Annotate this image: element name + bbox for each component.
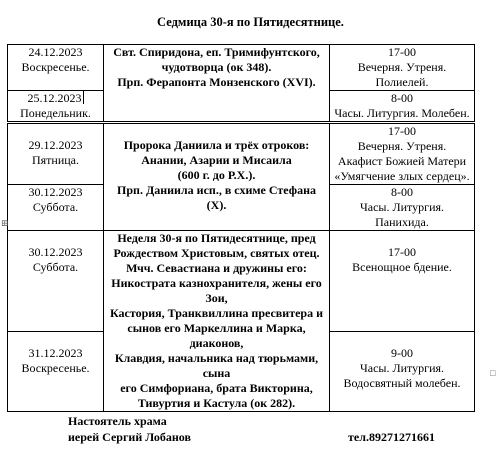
date: 24.12.2023	[28, 45, 83, 59]
service-cell[interactable]	[330, 45, 475, 91]
saint-line: сынов его Маркеллина и Марка, диаконов,	[127, 321, 306, 350]
service-time: 9-00	[391, 345, 413, 360]
date-cell[interactable]	[8, 331, 104, 411]
saint-line: Анании, Азарии и Мисаила	[141, 153, 292, 167]
saint-line: Никострата казнохранителя, жены его Зои,	[111, 276, 322, 305]
schedule-table-1	[7, 44, 475, 122]
saints-cell[interactable]	[104, 45, 330, 122]
table-move-handle[interactable]: ⊞	[1, 218, 9, 228]
weekday: Воскресенье.	[21, 360, 90, 375]
saint-line: Свт. Спиридона, еп. Тримифунтского,	[113, 45, 320, 59]
service-line: Часы. Литургия.	[359, 360, 445, 375]
weekday: Понедельник.	[20, 106, 91, 120]
weekday: Суббота.	[32, 200, 79, 214]
service-line: Всенощное бдение.	[352, 260, 452, 274]
rector-title: Настоятель храма	[68, 414, 167, 428]
saint-line: Клавдия, начальника над тюрьмами, сына	[114, 351, 319, 380]
service-cell[interactable]	[330, 231, 475, 332]
saint-line: Прп. Даниила исп., в схиме Стефана (X).	[117, 183, 316, 212]
schedule-table-2	[7, 123, 475, 231]
date: 29.12.2023	[28, 138, 83, 152]
saint-line: чудотворца (ок 348).	[161, 60, 272, 74]
service-time: 8-00	[391, 91, 413, 105]
service-time: 17-00	[388, 245, 416, 259]
service-cell[interactable]	[330, 124, 475, 185]
date: 31.12.2023	[28, 345, 83, 360]
saint-line: его Симфориана, брата Викторина,	[120, 381, 313, 395]
saints-cell[interactable]	[104, 231, 330, 412]
service-time: 17-00	[388, 45, 416, 59]
service-line: Часы. Литургия. Панихида.	[359, 200, 445, 229]
saint-line: Рождеством Христовым, святых отец.	[113, 246, 320, 260]
saint-line: Неделя 30-я по Пятидесятнице, пред	[117, 231, 316, 245]
service-cell[interactable]	[330, 185, 475, 231]
date: 30.12.2023	[28, 245, 83, 259]
weekday: Пятница.	[31, 153, 80, 167]
date: 25.12.2023	[27, 91, 82, 105]
weekday: Воскресенье.	[21, 60, 90, 74]
date: 30.12.2023	[28, 185, 83, 199]
saint-line: Мчч. Севастиана и дружины его:	[126, 261, 307, 275]
date-cell[interactable]	[8, 45, 104, 91]
page-title: Седмица 30-я по Пятидесятнице.	[157, 15, 344, 29]
service-cell[interactable]	[330, 91, 475, 122]
saint-line: (600 г. до Р.Х.).	[177, 168, 256, 182]
rector-name: иерей Сергий Лобанов	[68, 430, 191, 444]
service-cell[interactable]	[330, 331, 475, 411]
service-line: Вечерня. Утреня.	[357, 139, 447, 153]
saint-line: Тивуртия и Кастула (ок 282).	[137, 396, 296, 410]
service-line: Акафист Божией Матери	[337, 154, 467, 168]
table-resize-handle[interactable]: □	[490, 368, 496, 378]
saints-cell[interactable]	[104, 124, 330, 231]
text-cursor	[83, 91, 84, 104]
saint-line: Прп. Ферапонта Монзенского (XVI).	[117, 75, 316, 89]
date-cell[interactable]	[8, 124, 104, 185]
date-cell[interactable]	[8, 185, 104, 231]
service-line: Вечерня. Утреня. Полиелей.	[357, 60, 447, 89]
date-cell[interactable]	[8, 231, 104, 332]
weekday: Суббота.	[32, 260, 79, 274]
phone-number: тел.89271271661	[348, 430, 435, 444]
service-time: 8-00	[391, 185, 413, 199]
saint-line: Кастория, Транквиллина пресвитера и	[109, 306, 323, 320]
service-time: 17-00	[388, 124, 416, 138]
schedule-table-3	[7, 230, 475, 412]
date-cell[interactable]	[8, 91, 104, 122]
service-line: Часы. Литургия. Молебен.	[334, 106, 470, 120]
service-line: «Умягчение злых сердец».	[334, 169, 470, 183]
service-line: Водосвятный молебен.	[343, 375, 461, 390]
saint-line: Пророка Даниила и трёх отроков:	[123, 138, 310, 152]
